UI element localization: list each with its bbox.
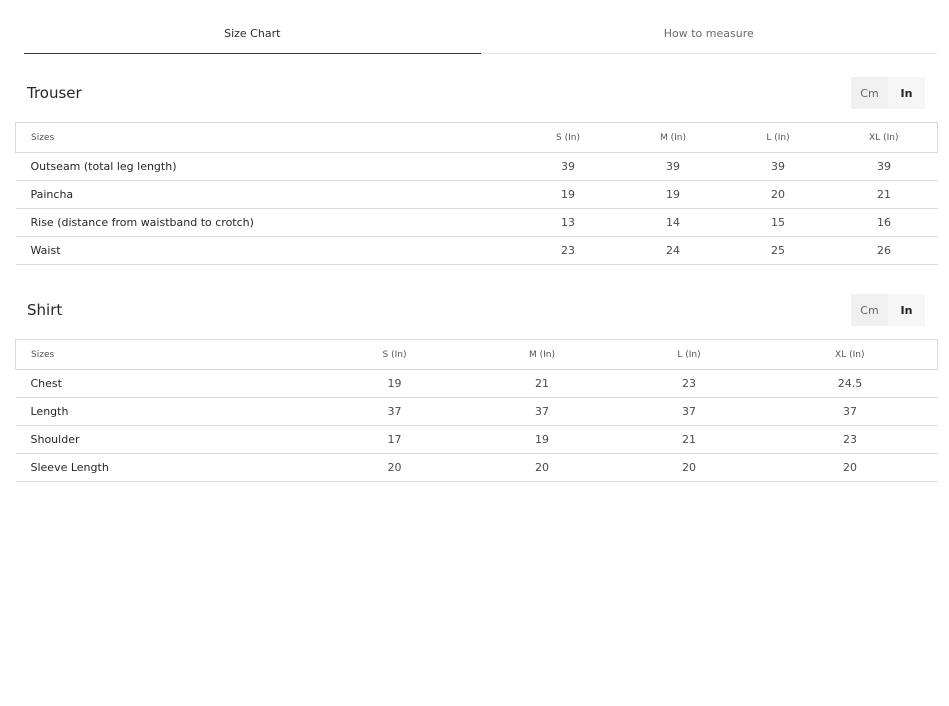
- cell-value: 20: [616, 454, 763, 482]
- cell-value: 19: [621, 181, 726, 209]
- table-row: [16, 398, 938, 426]
- cell-value: 39: [831, 153, 938, 181]
- row-label: Sleeve Length: [16, 454, 321, 482]
- trouser-section-header: [16, 77, 937, 109]
- column-header: M (In): [621, 123, 726, 153]
- shirt-in-button[interactable]: In: [888, 294, 925, 326]
- trouser-in-button[interactable]: In: [888, 77, 925, 109]
- cell-value: 13: [516, 209, 621, 237]
- column-header: S (In): [321, 340, 469, 370]
- column-header: Sizes: [16, 340, 321, 370]
- table-row: [16, 426, 938, 454]
- cell-value: 23: [616, 370, 763, 398]
- table-header-row: [16, 123, 938, 153]
- shirt-section-header: [16, 294, 937, 326]
- column-header: XL (In): [831, 123, 938, 153]
- cell-value: 21: [469, 370, 616, 398]
- shirt-size-table: [15, 339, 938, 482]
- column-header: L (In): [616, 340, 763, 370]
- cell-value: 21: [616, 426, 763, 454]
- cell-value: 23: [763, 426, 938, 454]
- column-header: XL (In): [763, 340, 938, 370]
- cell-value: 39: [621, 153, 726, 181]
- cell-value: 24: [621, 237, 726, 265]
- tab-size-chart[interactable]: [24, 17, 481, 54]
- tab-how-to-measure-label: How to measure: [663, 27, 754, 40]
- table-row: [16, 370, 938, 398]
- table-row: [16, 454, 938, 482]
- row-label: Rise (distance from waistband to crotch): [16, 209, 516, 237]
- tab-size-chart-label: Size Chart: [224, 27, 281, 40]
- column-header: S (In): [516, 123, 621, 153]
- row-label: Paincha: [16, 181, 516, 209]
- trouser-size-table: [15, 122, 938, 265]
- column-header: Sizes: [16, 123, 516, 153]
- cell-value: 25: [726, 237, 831, 265]
- table-row: [16, 237, 938, 265]
- row-label: Chest: [16, 370, 321, 398]
- row-label: Waist: [16, 237, 516, 265]
- cell-value: 20: [763, 454, 938, 482]
- cell-value: 20: [726, 181, 831, 209]
- cell-value: 17: [321, 426, 469, 454]
- tab-bar: [24, 17, 937, 54]
- cell-value: 16: [831, 209, 938, 237]
- row-label: Outseam (total leg length): [16, 153, 516, 181]
- trouser-unit-toggle: [851, 77, 925, 109]
- cell-value: 37: [763, 398, 938, 426]
- cell-value: 15: [726, 209, 831, 237]
- tab-how-to-measure[interactable]: [481, 17, 938, 53]
- cell-value: 19: [321, 370, 469, 398]
- shirt-title: Shirt: [27, 301, 63, 319]
- row-label: Shoulder: [16, 426, 321, 454]
- cell-value: 39: [516, 153, 621, 181]
- cell-value: 26: [831, 237, 938, 265]
- row-label: Length: [16, 398, 321, 426]
- table-row: [16, 153, 938, 181]
- table-header-row: [16, 340, 938, 370]
- shirt-cm-button[interactable]: Cm: [851, 294, 888, 326]
- column-header: L (In): [726, 123, 831, 153]
- table-row: [16, 181, 938, 209]
- shirt-unit-toggle: [851, 294, 925, 326]
- column-header: M (In): [469, 340, 616, 370]
- cell-value: 37: [616, 398, 763, 426]
- cell-value: 37: [469, 398, 616, 426]
- cell-value: 21: [831, 181, 938, 209]
- cell-value: 19: [469, 426, 616, 454]
- cell-value: 24.5: [763, 370, 938, 398]
- cell-value: 37: [321, 398, 469, 426]
- cell-value: 20: [321, 454, 469, 482]
- trouser-cm-button[interactable]: Cm: [851, 77, 888, 109]
- cell-value: 19: [516, 181, 621, 209]
- cell-value: 14: [621, 209, 726, 237]
- trouser-title: Trouser: [27, 84, 82, 102]
- cell-value: 20: [469, 454, 616, 482]
- cell-value: 23: [516, 237, 621, 265]
- cell-value: 39: [726, 153, 831, 181]
- table-row: [16, 209, 938, 237]
